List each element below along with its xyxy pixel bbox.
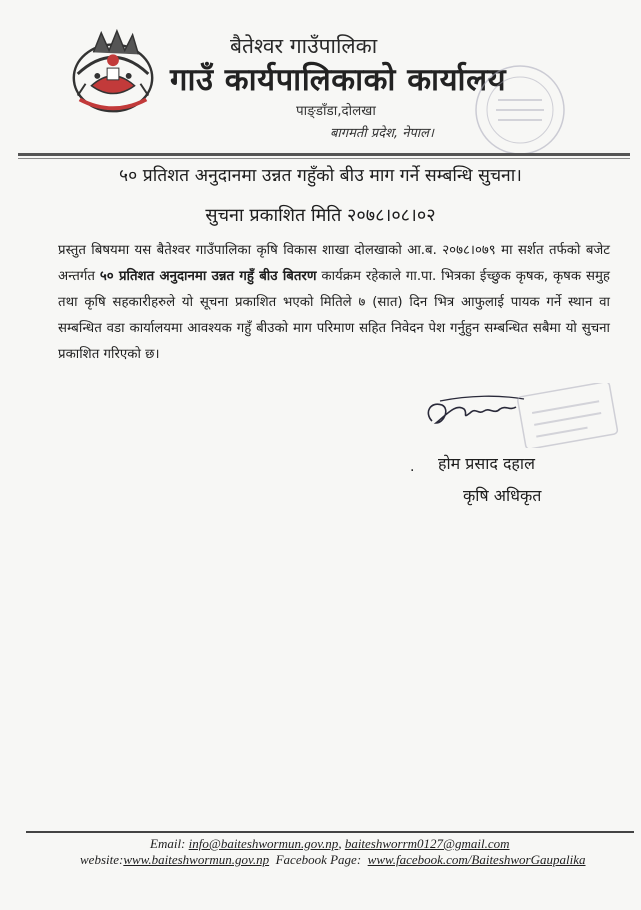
- office-stamp-icon: [470, 60, 570, 160]
- facebook-link[interactable]: www.facebook.com/BaiteshworGaupalika: [367, 852, 586, 867]
- header-divider-thin: [18, 158, 630, 159]
- body-text-bold: ५० प्रतिशत अनुदानमा उन्नत गहुँ बीउ बितरण: [99, 269, 317, 284]
- officer-stamp-icon: [515, 383, 620, 448]
- office-province: बागमती प्रदेश, नेपाल।: [330, 126, 434, 141]
- website-link[interactable]: www.baiteshwormun.gov.np: [123, 852, 270, 867]
- signature-icon: [420, 393, 530, 433]
- notice-body: [58, 238, 610, 368]
- email-separator: ,: [338, 836, 345, 851]
- email-link-gmail[interactable]: baiteshworrm0127@gmail.com: [344, 836, 510, 851]
- signature-bullet: .: [410, 459, 415, 475]
- footer-web-line: [80, 852, 586, 868]
- facebook-label: Facebook Page:: [269, 852, 368, 867]
- email-link-info[interactable]: info@baiteshwormun.gov.np: [188, 836, 339, 851]
- signatory-name: होम प्रसाद दहाल: [438, 454, 535, 473]
- header-divider: [18, 153, 630, 156]
- government-emblem-icon: [64, 22, 162, 122]
- email-label: Email:: [150, 836, 189, 851]
- office-address: पाङ्डाँडा,दोलखा: [296, 103, 376, 119]
- body-text-part1: प्रस्तुत बिषयमा यस बैतेश्वर गाउँपालिका कृषि विकास शाखा दोलखाको आ.ब. २०७८।०७९ मा सर्शत तर्फको बजेट अन्तर्गत: [58, 243, 610, 284]
- office-name: गाउँ कार्यपालिकाको कार्यालय: [170, 62, 507, 98]
- signatory-title: कृषि अधिकृत: [463, 486, 542, 505]
- municipality-name: बैतेश्वर गाउँपालिका: [230, 34, 378, 58]
- body-text-part2: कार्यक्रम रहेकाले गा.पा. भित्रका ईच्छुक कृषक, कृषक समुह तथा कृषि सहकारीहरुले यो सूचना प्रकाशित भएको मितिले ७ (सात) दिन भित्र आफुलाई पायक गर्ने स्थान वा सम्बन्धित वडा कार्यालयमा आवश्यक गहुँ बीउको माग परिमाण सहित निवेदन पेश गर्नुहुन सम्बन्धित सबैमा यो सुचना प्रकाशित गरिएको छ।: [58, 269, 610, 362]
- notice-title: ५० प्रतिशत अनुदानमा उन्नत गहुँको बीउ माग गर्ने सम्बन्धि सुचना।: [119, 166, 522, 186]
- footer-divider: [26, 831, 634, 833]
- publish-date: सुचना प्रकाशित मिति २०७८।०८।०२: [205, 205, 436, 226]
- website-label: website:: [80, 852, 124, 867]
- footer-email-line: [150, 836, 510, 852]
